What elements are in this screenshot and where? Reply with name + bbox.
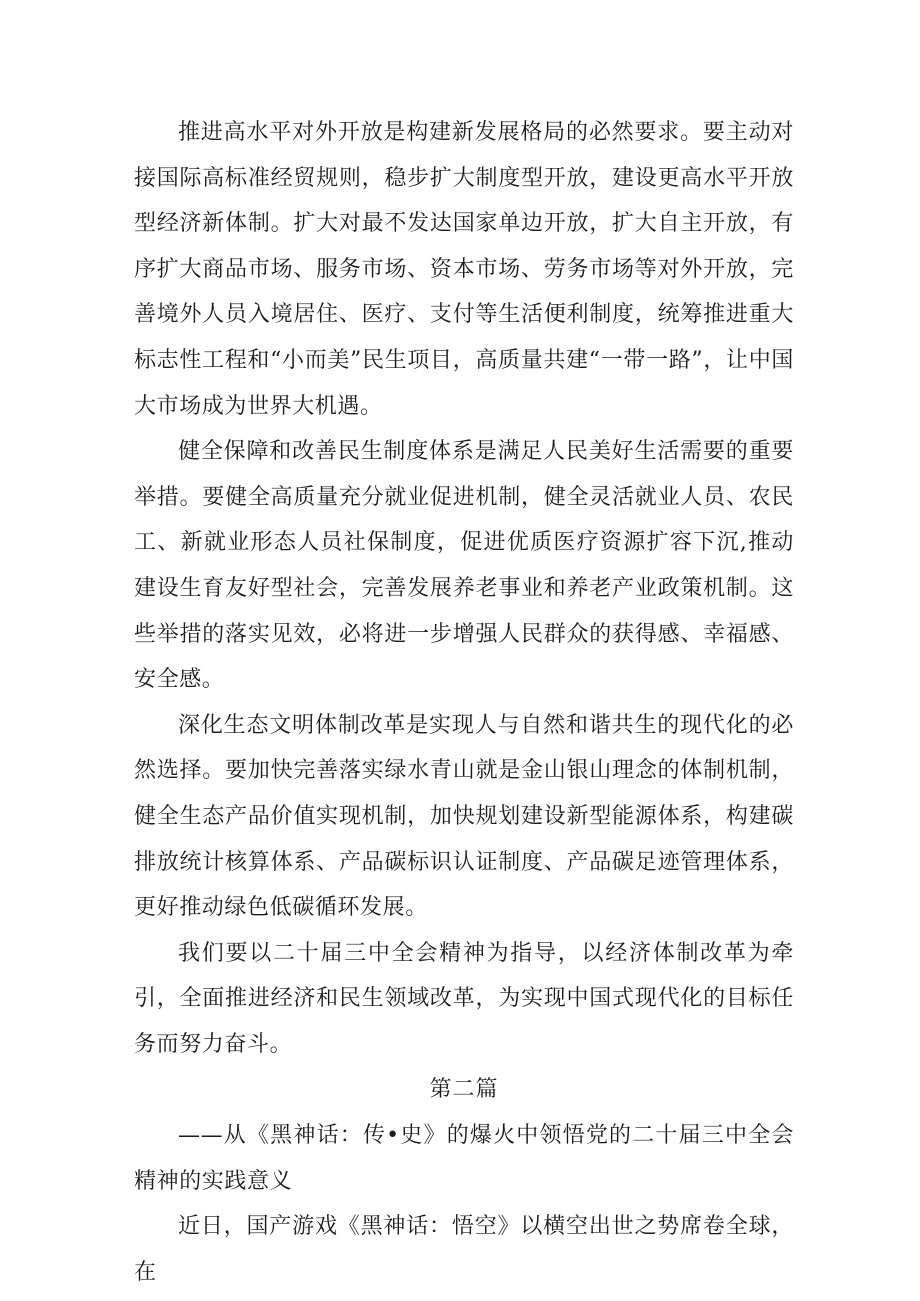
document-body bbox=[134, 110, 794, 1295]
section-heading: 第二篇 bbox=[429, 1077, 499, 1103]
paragraph-ecology: 深化生态文明体制改革是实现人与自然和谐共生的现代化的必然选择。要加快完善落实绿水青山就是金山银山理念的体制机制，健全生态产品价值实现机制，加快规划建设新型能源体系，构建碳排放统计核算体系、产品碳标识认证制度、产品碳足迹管理体系，更好推动绿色低碳循环发展。 bbox=[134, 712, 794, 921]
paragraph-game-intro: 近日，国产游戏《黑神话：悟空》以横空出世之势席卷全球，在 bbox=[134, 1214, 794, 1285]
paragraph-conclusion: 我们要以二十届三中全会精神为指导，以经济体制改革为牵引，全面推进经济和民生领域改革，为实现中国式现代化的目标任务而努力奋斗。 bbox=[134, 940, 794, 1057]
paragraph-livelihood: 健全保障和改善民生制度体系是满足人民美好生活需要的重要举措。要健全高质量充分就业促进机制，健全灵活就业人员、农民工、新就业形态人员社保制度，促进优质医疗资源扩容下沉,推动建设生育友好型社会，完善发展养老事业和养老产业政策机制。这些举措的落实见效，必将进一步增强人民群众的获得感、幸福感、安全感。 bbox=[134, 439, 794, 693]
paragraph-opening-up: 推进高水平对外开放是构建新发展格局的必然要求。要主动对接国际高标准经贸规则，稳步扩大制度型开放，建设更高水平开放型经济新体制。扩大对最不发达国家单边开放，扩大自主开放，有序扩大商品市场、服务市场、资本市场、劳务市场等对外开放，完善境外人员入境居住、医疗、支付等生活便利制度，统筹推进重大标志性工程和“小而美”民生项目，高质量共建“一带一路”，让中国大市场成为世界大机遇。 bbox=[134, 120, 794, 419]
section-subtitle: ——从《黑神话：传•史》的爆火中领悟党的二十届三中全会精神的实践意义 bbox=[134, 1123, 794, 1194]
